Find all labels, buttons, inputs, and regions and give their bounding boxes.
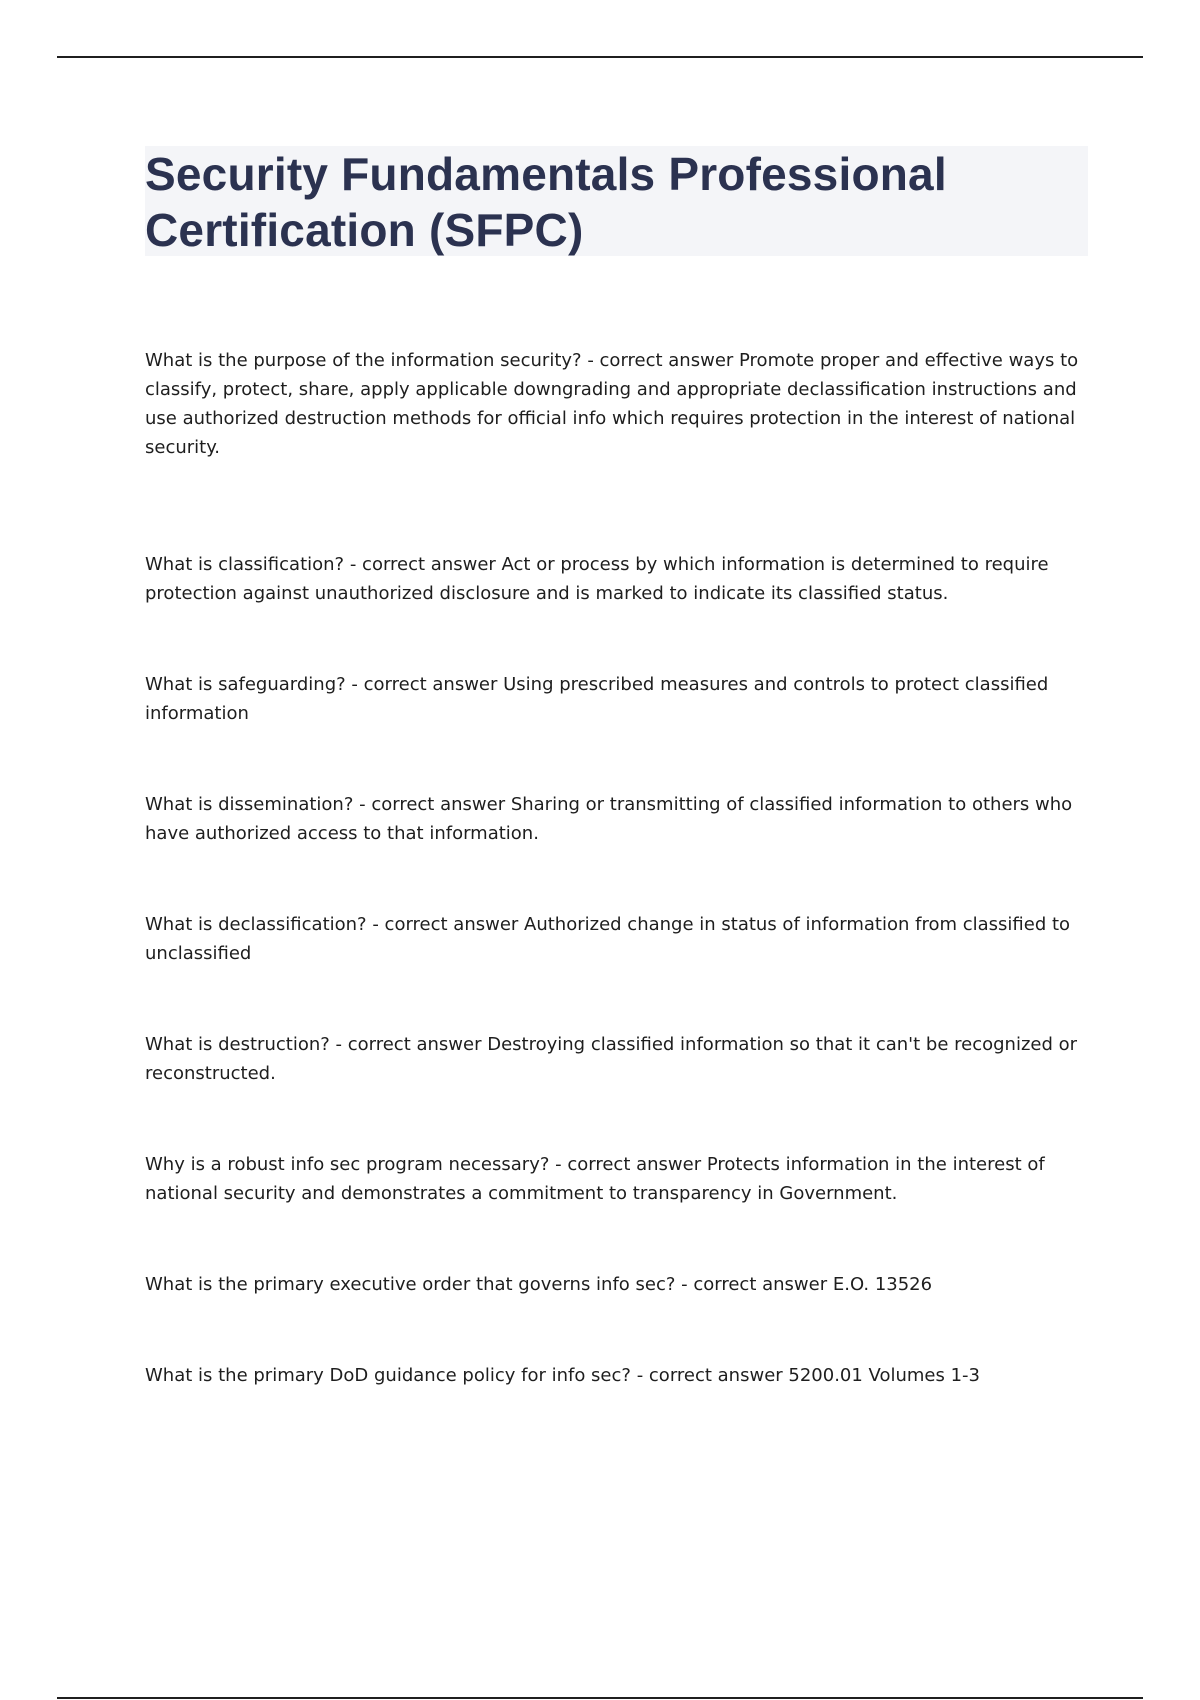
qa-question: What is classification? [145,554,345,575]
qa-question: Why is a robust info sec program necessary? [145,1154,550,1175]
qa-separator: - correct answer [344,554,502,575]
qa-separator: - correct answer [366,914,525,935]
page-title-line-2: Certification (SFPC) [145,204,584,256]
qa-answer: Authorized change in status of information from classified to unclassified [145,914,1071,964]
qa-answer: E.O. 13526 [832,1274,933,1295]
qa-item [145,346,1090,462]
qa-answer: 5200.01 Volumes 1-3 [788,1365,980,1386]
qa-separator: - correct answer [630,1365,789,1386]
qa-answer: Protects information in the interest of national security and demonstrates a commitment to transparency in Government. [145,1154,1045,1204]
title-block [145,146,1088,256]
qa-answer: Using prescribed measures and controls to protect classified information [145,674,1049,724]
qa-item [145,1270,1090,1299]
qa-separator: - correct answer [329,1034,488,1055]
qa-question: What is the purpose of the information security? [145,350,582,371]
qa-item [145,1030,1090,1088]
qa-answer: Destroying classified information so that it can't be recognized or reconstructed. [145,1034,1078,1084]
top-divider [57,56,1143,58]
qa-separator: - correct answer [581,350,740,371]
qa-item [145,1361,1090,1390]
qa-item [145,1150,1090,1208]
qa-list [145,346,1090,1390]
qa-question: What is safeguarding? [145,674,346,695]
qa-answer: Act or process by which information is determined to require protection against unauthorized disclosure and is marked to indicate its classified status. [145,554,1049,604]
qa-separator: - correct answer [345,674,504,695]
qa-item [145,910,1090,968]
qa-separator: - correct answer [549,1154,707,1175]
qa-item [145,550,1090,608]
bottom-divider [57,1697,1143,1699]
qa-answer: Sharing or transmitting of classified information to others who have authorized access to that information. [145,794,1073,844]
qa-answer: Promote proper and effective ways to classify, protect, share, apply applicable downgrading and appropriate declassification instructions and use authorized destruction methods for official info which requires protection in the interest of national security. [145,350,1079,458]
qa-separator: - correct answer [675,1274,833,1295]
page-title-line-1: Security Fundamentals Professional [145,148,947,200]
qa-separator: - correct answer [353,794,511,815]
qa-question: What is destruction? [145,1034,330,1055]
qa-item [145,670,1090,728]
qa-item [145,790,1090,848]
qa-question: What is dissemination? [145,794,354,815]
qa-question: What is the primary executive order that governs info sec? [145,1274,676,1295]
qa-question: What is the primary DoD guidance policy for info sec? [145,1365,631,1386]
page-title [145,146,1088,258]
qa-question: What is declassification? [145,914,367,935]
